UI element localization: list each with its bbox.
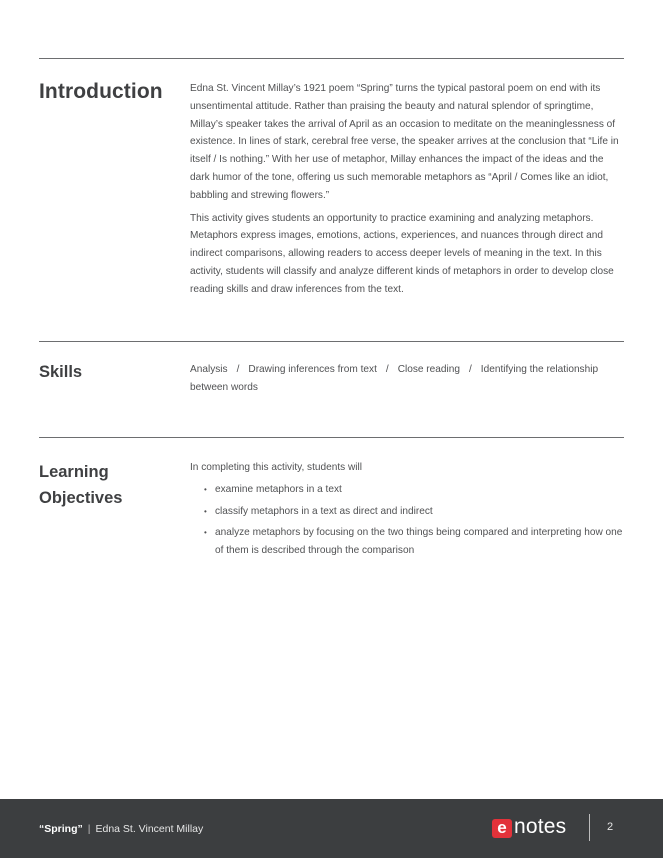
skills-divider bbox=[39, 341, 624, 342]
skill-separator: / bbox=[468, 364, 472, 375]
objective-item: • classify metaphors in a text as direct and indirect bbox=[215, 503, 624, 521]
learning-objectives-heading-line: Learning bbox=[39, 463, 109, 481]
objectives-list bbox=[190, 481, 624, 560]
enotes-logo-e-icon: e bbox=[492, 819, 512, 838]
learning-objectives-body bbox=[190, 459, 624, 564]
introduction-paragraph: This activity gives students an opportunity to practice examining and analyzing metaphors. Metaphors express images, emotions, actions, experiences, and nuances through direct and indirect comparisons, allowing readers to access deeper levels of meaning in the text. In this activity, students will classify and analyze different kinds of metaphors in order to develop close reading skills and draw inferences from the text. bbox=[190, 212, 614, 295]
skill-separator: / bbox=[236, 364, 240, 375]
skills-list bbox=[190, 361, 624, 397]
learning-objectives-heading bbox=[39, 459, 179, 511]
introduction-heading: Introduction bbox=[39, 80, 163, 103]
footer-vertical-divider bbox=[589, 814, 590, 841]
objective-item: • analyze metaphors by focusing on the two things being compared and interpreting how one of them is described through the comparison bbox=[215, 524, 624, 560]
footer-author: Edna St. Vincent Millay bbox=[95, 823, 204, 835]
footer-title: “Spring” bbox=[39, 823, 83, 835]
skill-item: Identifying the relationship between words bbox=[190, 364, 599, 393]
learning-objectives-intro: In completing this activity, students will bbox=[190, 462, 363, 473]
learning-objectives-heading-line: Objectives bbox=[39, 489, 123, 507]
introduction-paragraph: Edna St. Vincent Millay’s 1921 poem “Spring” turns the typical pastoral poem on end with its unsentimental attitude. Rather than praising the beauty and natural splendor of springtime, Millay’s speaker takes the arrival of April as an occasion to meditate on the meaninglessness of existence. In lines of stark, cerebral free verse, the speaker arrives at the conclusion that “Life in itself / Is nothing.” With her use of metaphor, Millay enhances the impact of the ideas and the dark humor of the tone, offering us such memorable metaphors as “April / Comes like an idiot, babbling and strewing flowers.” bbox=[190, 83, 619, 201]
objective-item: • examine metaphors in a text bbox=[215, 481, 624, 499]
footer-separator: | bbox=[87, 823, 91, 835]
page-number: 2 bbox=[607, 821, 614, 833]
top-divider bbox=[39, 58, 624, 59]
skill-item: Close reading bbox=[397, 364, 460, 375]
enotes-logo-text: notes bbox=[514, 815, 567, 838]
skill-separator: / bbox=[385, 364, 389, 375]
page-footer bbox=[0, 799, 663, 858]
skills-heading: Skills bbox=[39, 363, 83, 381]
objectives-divider bbox=[39, 437, 624, 438]
introduction-body bbox=[190, 80, 624, 299]
footer-citation bbox=[39, 823, 203, 835]
skill-item: Drawing inferences from text bbox=[248, 364, 377, 375]
skill-item: Analysis bbox=[190, 364, 228, 375]
